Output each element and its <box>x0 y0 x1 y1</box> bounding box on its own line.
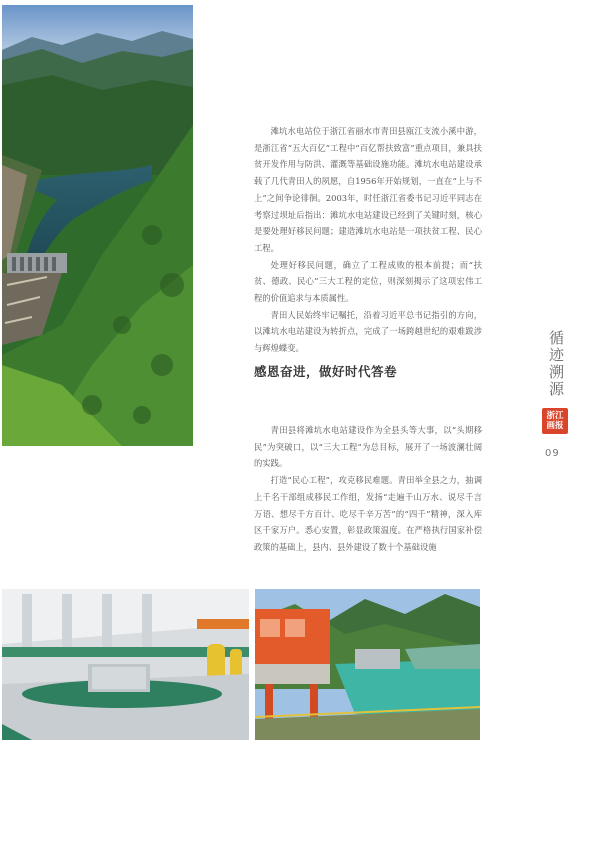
spillway-river-photo <box>255 589 480 740</box>
dam-aerial-photo <box>2 5 193 446</box>
paragraph: 打造“民心工程”，攻克移民难题。青田举全县之力，抽调上千名干部组成移民工作组，发扬“走遍千山万水、说尽千言万语、想尽千方百计、吃尽千辛万苦”的“四千”精神，深入库区千家万户。悉心安置，彰显政策温度。在严格执行国家补偿政策的基础上，县内、县外建设了数十个基础设施 <box>254 475 482 552</box>
paragraph: 青田县将滩坑水电站建设作为全县头等大事，以“头期移民”为突破口，以“三大工程”为总目标，展开了一场波澜壮阔的实践。 <box>254 425 482 469</box>
paragraph: 滩坑水电站位于浙江省丽水市青田县瓯江支流小溪中游，是浙江省“五大百亿”工程中“百亿帮扶致富”重点项目，兼具扶贫开发作用与防洪、灌溉等基础设施功能。滩坑水电站建设承载了几代青田人的夙愿，自1956年开始规划，一直在“上与不上”之间争论徘徊。2003年，时任浙江省委书记习近平同志在考察过坝址后指出：滩坑水电站建设已经到了关键时刻，核心是要处理好移民问题；建造滩坑水电站是一项扶贫工程、民心工程。 <box>254 126 482 253</box>
paragraph: 青田人民始终牢记嘱托，沿着习近平总书记指引的方向，以滩坑水电站建设为转折点，完成了一场跨越世纪的艰难跋涉与辉煌蝶变。 <box>254 309 482 354</box>
column-title: 循迹溯源 <box>547 330 565 398</box>
article-body-section <box>254 422 482 556</box>
generator-hall-photo <box>2 589 249 740</box>
magazine-logo: 浙江画报 <box>542 408 568 434</box>
paragraph: 处理好移民问题，确立了工程成败的根本前提；而“扶贫、德政、民心”三大工程的定位，则深刻揭示了这项宏伟工程的价值追求与本质属性。 <box>254 259 482 304</box>
section-heading: 感恩奋进，做好时代答卷 <box>254 364 398 379</box>
page-number: 09 <box>545 448 560 459</box>
article-body-intro <box>254 123 482 357</box>
